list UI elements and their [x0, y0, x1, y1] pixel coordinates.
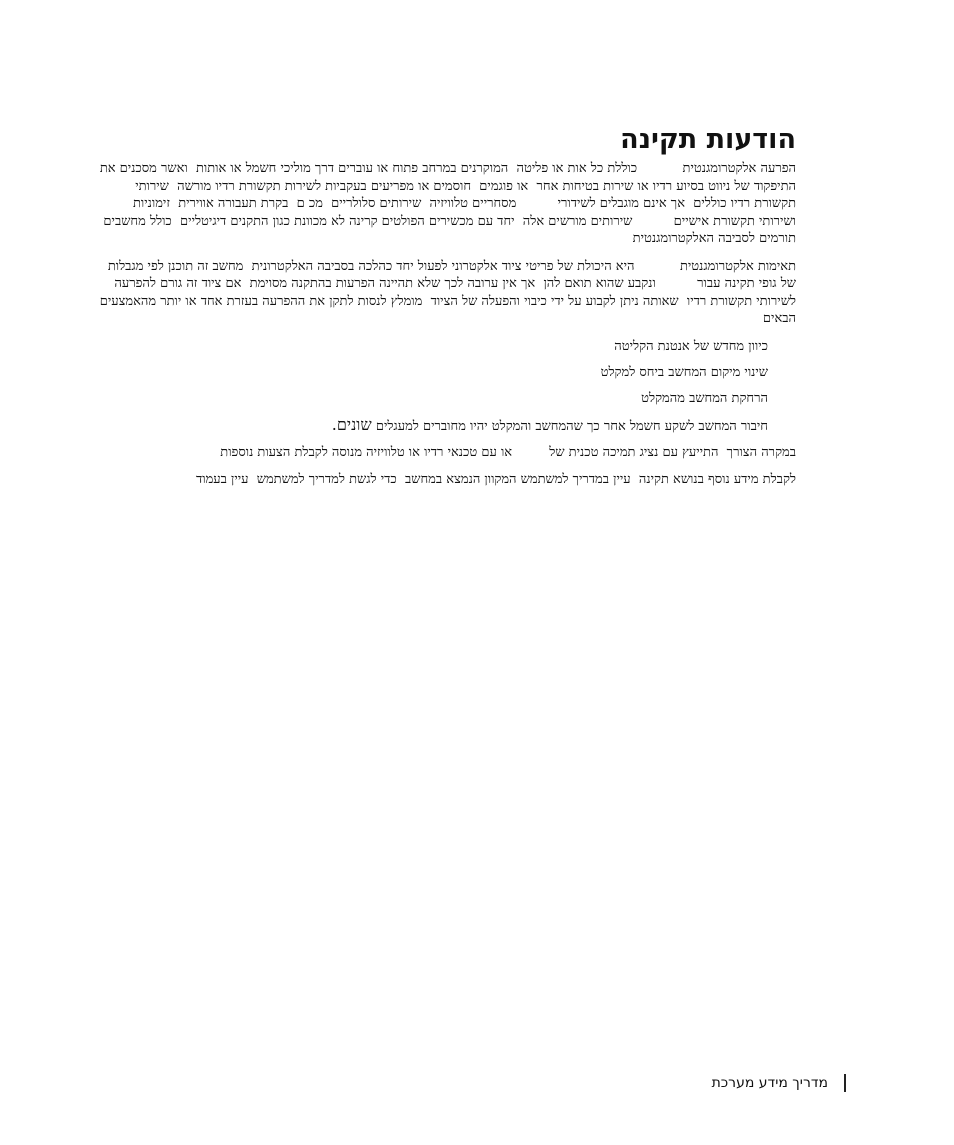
paragraph-emc-definition: תאימות אלקטרומגנטית היא היכולת של פריטי ציוד אלקטרוני לפעול יחד כהלכה בסביבה האלקטרונית מחשב זה תוכנן לפי מגבלות של גופי תקינה עבור ונקבע שהוא תואם להן אך אין ערובה לכך שלא תהיינה הפרעות בהתקנה מסוימת אם ציוד זה גורם להפרעה לשירותי תקשורת רדיו שאותה ניתן לקבוע על ידי כיבוי והפעלה של הציוד מומלץ לנסות לתקן את ההפרעה בעזרת אחד או יותר מהאמצעים הבאים: [95, 258, 796, 326]
footer-label: מדריך מידע מערכת: [711, 1075, 828, 1091]
list-item: כיוון מחדש של אנטנת הקליטה: [614, 338, 768, 354]
list-item: הרחקת המחשב מהמקלט: [641, 390, 768, 406]
list-item: שינוי מיקום המחשב ביחס למקלט: [600, 364, 768, 380]
footer-divider: [844, 1074, 846, 1092]
paragraph-emi-definition: הפרעה אלקטרומגנטית כוללת כל אות או פליטה המוקרנים במרחב פתוח או עוברים דרך מוליכי חשמל או אותות ואשר מסכנים את התיפקוד של ניווט בסיוע רדיו או שירות בטיחות אחר או פוגמים חוסמים או מפריעים בעקביות לשירות תקשורת רדיו מורשה שירותי תקשורת רדיו כוללים אך אינם מוגבלים לשידורי מסחריים טלוויזיה שירותים סלולריים מכ ם בקרת תעבורה אווירית זימוניות ושירותי תקשורת אישיים שירותים מורשים אלה יחד עם מכשירים הפולטים קרינה לא מכוונת כגון התקנים דיגיטליים כולל מחשבים תורמים לסביבה האלקטרומגנטית: [95, 161, 796, 246]
document-body: [96, 122, 796, 499]
paragraph-tech-support: במקרה הצורך התייעץ עם נציג תמיכה טכנית של או עם טכנאי רדיו או טלוויזיה מנוסה לקבלת הצעות נוספות: [220, 444, 796, 460]
corrective-measures-list: [96, 338, 768, 436]
list-item-text: חיבור המחשב לשקע חשמל אחר כך שהמחשב והמקלט יהיו מחוברים למעגלים: [375, 418, 768, 434]
page-title: הודעות תקינה: [620, 124, 796, 155]
paragraph-more-info: לקבלת מידע נוסף בנושא תקינה עיין במדריך למשתמש המקוון הנמצא במחשב כדי לגשת למדריך למשתמש עיין בעמוד: [195, 472, 796, 487]
page-footer: [712, 1074, 846, 1092]
list-item-tail: שונים.: [331, 414, 372, 434]
list-item: [96, 416, 768, 436]
